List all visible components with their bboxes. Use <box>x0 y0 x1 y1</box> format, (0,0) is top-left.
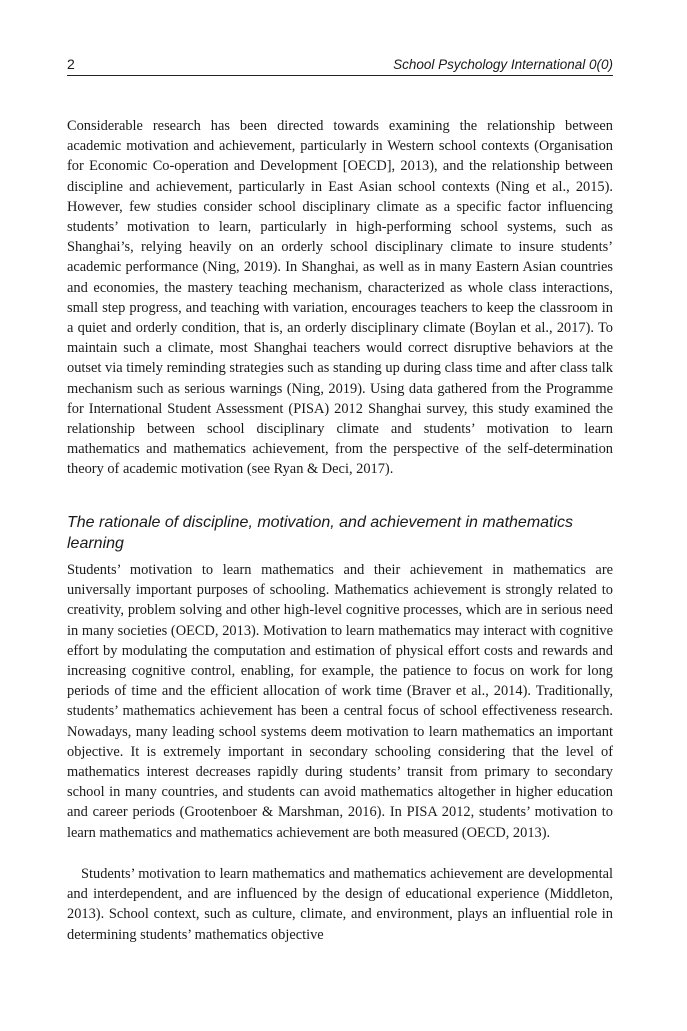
journal-title: School Psychology International 0(0) <box>393 57 613 72</box>
paragraph-intro: Considerable research has been directed towards examining the relationship between academic motivation and achievement, particularly in Western school contexts (Organisation for Economic Co-operation and Development [OECD], 2013), and the relationship between discipline and achievement, particularly in East Asian school contexts (Ning et al., 2015). However, few studies consider school disciplinary climate as a specific factor influencing students’ motivation to learn, particularly in high-performing school systems, such as Shanghai’s, relying heavily on an orderly school disciplinary climate to insure students’ academic performance (Ning, 2019). In Shanghai, as well as in many Eastern Asian countries and economies, the mastery teaching mechanism, characterized as whole class interactions, small step progress, and teaching with variation, encourages teachers to keep the classroom in a quiet and orderly condition, that is, an orderly disciplinary climate (Boylan et al., 2017). To maintain such a climate, most Shanghai teachers would correct disruptive behaviors at the outset via timely reminding strategies such as standing up during class time and after class talk mechanism such as serious warnings (Ning, 2019). Using data gathered from the Programme for International Student Assessment (PISA) 2012 Shanghai survey, this study examined the relationship between school disciplinary climate and students’ motivation to learn mathematics and mathematics achievement, from the perspective of the self-determination theory of academic motivation (see Ryan & Deci, 2017). <box>67 118 613 478</box>
section-heading: The rationale of discipline, motivation, and achievement in mathematics learning <box>67 514 574 552</box>
paragraph-rationale: Students’ motivation to learn mathematics and their achievement in mathematics are universally important purposes of schooling. Mathematics achievement is strongly related to creativity, problem solving and other high-level cognitive processes, which are in serious need in many societies (OECD, 2013). Motivation to learn mathematics may interact with cognitive effort by modulating the computation and estimation of physical effort costs and rewards and increasing cognitive control, enabling, for example, the patience to focus on work for long periods of time and the efficient allocation of work time (Braver et al., 2014). Traditionally, students’ mathematics achievement has been a central focus of school effectiveness research. Nowadays, many leading school systems deem motivation to learn mathematics an important objective. It is extremely important in secondary schooling considering that the level of mathematics interest decreases rapidly during students’ transit from primary to secondary school in many countries, and students can avoid mathematics altogether in higher education and career periods (Grootenboer & Marshman, 2016). In PISA 2012, students’ motivation to learn mathematics and mathematics achievement are both measured (OECD, 2013). <box>67 562 613 841</box>
running-head <box>67 50 613 76</box>
paragraph-context: Students’ motivation to learn mathematics and mathematics achievement are developmental and interdependent, and are influenced by the design of educational experience (Middleton, 2013). School context, such as culture, climate, and environment, plays an influential role in determining students’ mathematics objective <box>67 866 613 943</box>
page-number: 2 <box>67 56 75 72</box>
